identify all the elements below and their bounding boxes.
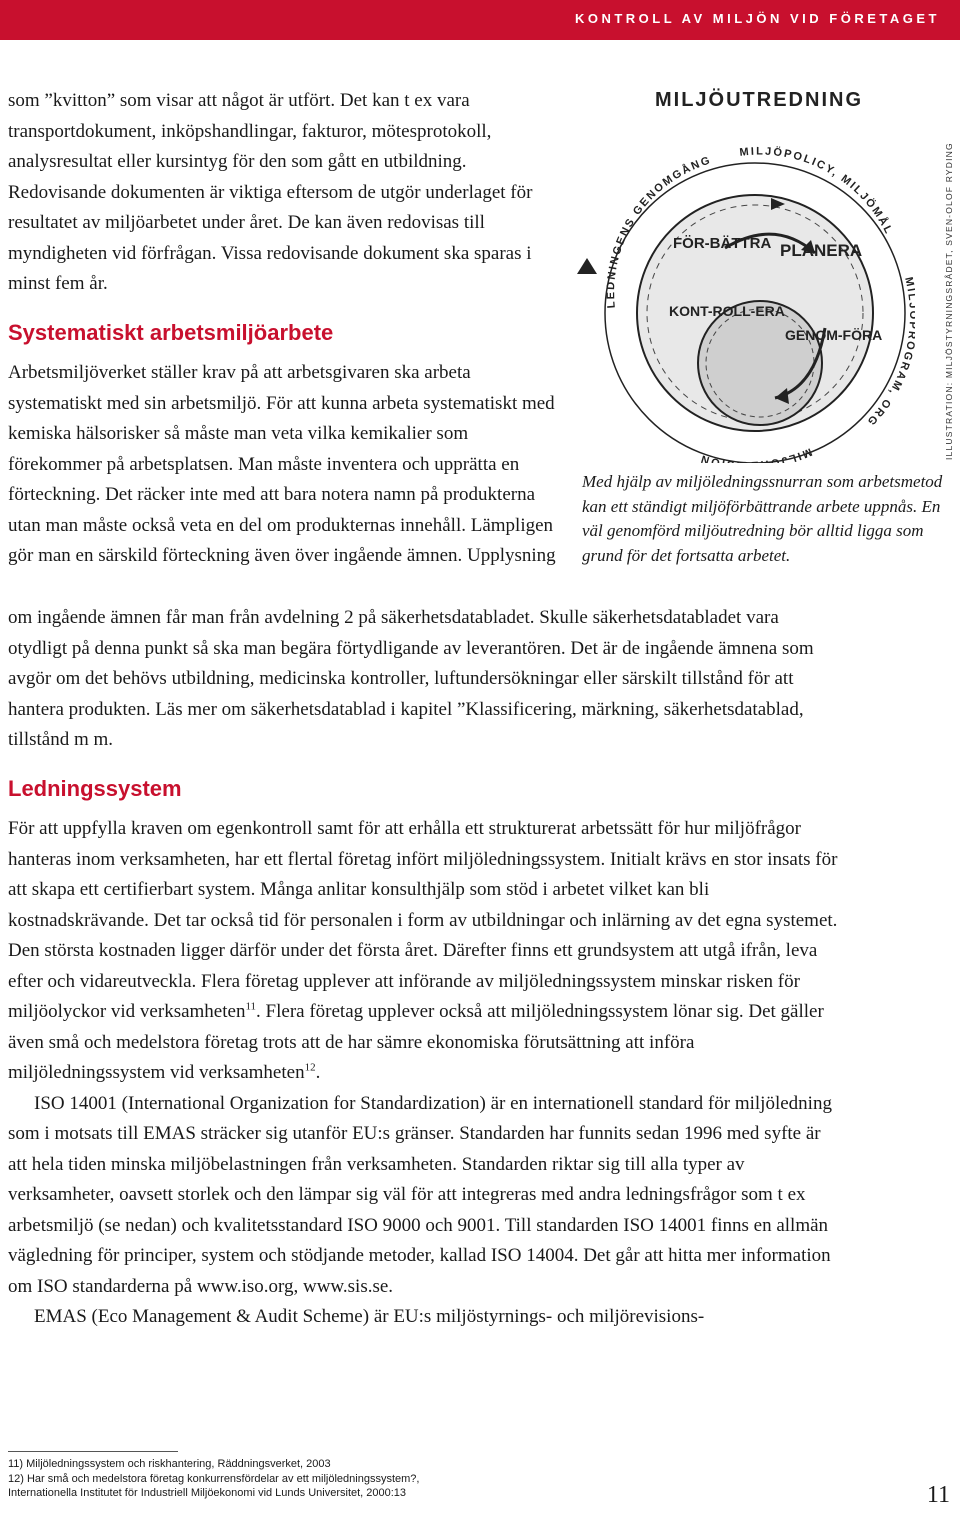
ring-label-right: M GRAM, ORG [863,275,915,429]
ring-label-top-left: LEDNINGENS GENOMGÅNG [605,154,714,309]
intro-text-block [8,86,568,300]
intro-paragraph: som ”kvitton” som visar att något är utfört. Det kan t ex vara transportdokument, inköpshandlingar, fakturor, mötesprotokoll, analysresultat eller kursintyg för den som gått en utbildning. Redovisande dokumenten är viktiga eftersom de utgör underlaget för resultatet av miljöarbetet under året. De kan även redovisas till myndigheten vid förfrågan. Vissa redovisande dokument ska sparas i minst fem år. [8,90,533,294]
section-heading-ledningssystem: Ledningssystem [8,776,182,801]
section1-text-narrow [8,358,564,572]
ring-label-top-right: MILJÖPOLICY, MILJÖMÅL [738,145,896,238]
illustration-credit-text: ILLUSTRATION: MILJÖSTYRNINGSRÅDET, SVEN-OLOF RYDING [944,142,954,460]
section1-text-wide [8,603,840,756]
section2-paragraph-1: För att uppfylla kraven om egenkontroll samt för att erhålla ett strukturerat arbetssätt för hur miljöfrågor hanteras inom verksamheten, har ett flertal företag infört miljöledningssystem. Initialt krävs en stor insats för att skapa ett certifierbart system. Många anlitar konsulthjälp som stöd i arbetet vilket kan bli kostnadskrävande. Det tar också tid för personalen i form av utbildningar och inlärning av det egna systemet. Den största kostnaden ligger därför under det första året. Därefter finns ett grundsystem att utgå ifrån, leva efter och vidareutveckla. Flera företag upplever att införande av miljöledningssystem minskar risken för miljöolyckor vid verksamheten$^{11}$. Flera företag upplever också att miljöledningssystem lönar sig. Det gäller även små och medelstora företag trots att de har sämre ekonomiska förutsättning att införa miljöledningssystem vid verksamheten$^{12}$. [8,818,838,1083]
fig-top-label: MILJÖUTREDNING [655,89,863,111]
ring-label-bottom: MILJÖ ON [697,445,814,463]
running-title: KONTROLL AV MILJÖN VID FÖRETAGET [574,11,940,26]
footnote-ref-11: 11 [245,1000,257,1013]
gear-label-genomfora: GENOM-FÖRA [785,327,883,343]
section2-text-block [8,814,840,1333]
gear-label-forbattra: FÖR-BÄTTRA [673,235,772,252]
gear-label-planera: PLANERA [780,241,863,260]
footnote-divider [8,1451,178,1452]
figure-caption: Med hjälp av miljöledningssnurran som arbetsmetod kan ett ständigt miljöförbättrande arbete uppnås. En väl genomförd miljöutredning bör alltid ligga som grund för det fortsatta arbetet. [582,472,943,565]
cycle-drawing [575,78,915,463]
footnotes [8,1457,419,1501]
small-gear [698,301,822,425]
management-cycle-illustration [575,78,915,463]
footnote-11: 11) Miljöledningssystem och riskhantering, Räddningsverket, 2003 [8,1458,331,1470]
footnote-12-line2: Internationella Institutet för Industriell Miljöekonomi vid Lunds Universitet, 2000:13 [8,1487,407,1499]
section1-paragraph-part1: Arbetsmiljöverket ställer krav på att arbetsgivaren ska arbeta systematiskt med sin arbetsmiljö. För att kunna arbeta systematiskt med kemiska hälsorisker så måste man veta vilka kemikalier som förekommer på arbetsplatsen. Man måste inventera och upprätta en förteckning. Det räcker inte med att bara notera namn på produkterna utan man måste också veta en del om produkternas innehåll. Lämpligen gör man en särskild förteckning även över ingående ämnen. Upplysning [8,362,556,566]
section2-paragraph-2: ISO 14001 (International Organization for Standardization) är en internationell standard för miljöledning som i motsats till EMAS sträcker sig utanför EU:s gränser. Standarden har funnits sedan 1996 med syfte är att hela tiden minska miljöbelastningen från verksamheten. Standarden riktar sig till alla typer av verksamheter, oavsett storlek och den lämpar sig väl för att integreras med andra ledningsfrågor som t ex arbetsmiljö (se nedan) och kvalitetsstandard ISO 9000 och 9001. Till standarden ISO 14001 finns en allmän vägledning för principer, system och stödjande metoder, kallad ISO 14004. Det går att hitta mer information om ISO standarderna på www.iso.org, www.sis.se. [8,1092,832,1297]
page-number: 11 [926,1482,950,1508]
footnote-12-line1: 12) Har små och medelstora företag konkurrensfördelar av ett miljöledningssystem?, [8,1472,420,1485]
section-heading-arbetsmiljo: Systematiskt arbetsmiljöarbete [8,320,334,345]
outer-arrow-left [577,258,597,274]
illustration-credit [940,140,958,470]
section2-paragraph-3: EMAS (Eco Management & Audit Scheme) är EU:s miljöstyrnings- och miljörevisions- [34,1306,705,1327]
header-bar [0,0,960,40]
gear-label-kontrollera: KONT-ROLL-ERA [669,303,785,319]
section1-paragraph-part2: om ingående ämnen får man från avdelning 2 på säkerhetsdatabladet. Skulle säkerhetsdatabladet vara otydligt på denna punkt så ska man begära förtydligande av leverantören. Det är de ingående ämnena som avgör om det behövs utbildning, medicinska kontroller, luftundersökningar eller särskilt tillstånd för att hantera produkten. Läs mer om säkerhetsdatablad i kapitel ”Klassificering, märkning, säkerhetsdatablad, tillstånd m m. [8,607,814,750]
footnote-ref-12: 12 [304,1061,316,1074]
